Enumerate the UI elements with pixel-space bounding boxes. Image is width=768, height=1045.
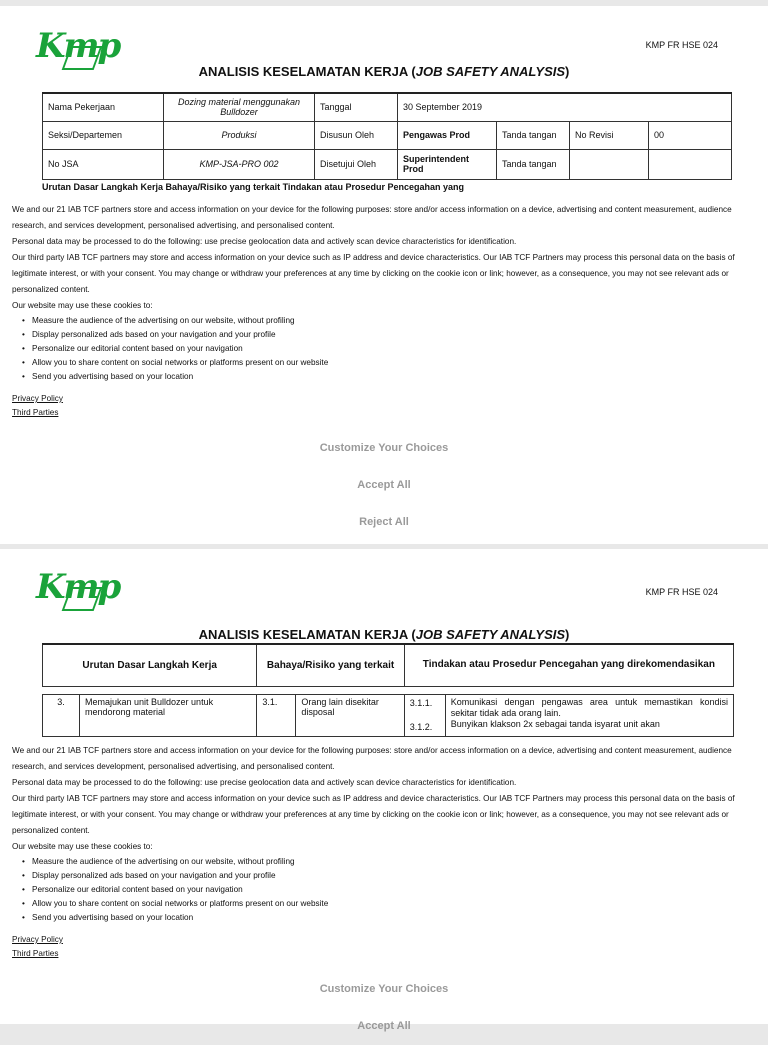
list-item: • Personalize our editorial content based on your navigation xyxy=(22,342,756,356)
column-header: Tindakan atau Prosedur Pencegahan yang direkomendasikan xyxy=(404,644,733,686)
job-info-table: Nama Pekerjaan Dozing material menggunakan Bulldozer Tanggal 30 September 2019 Seksi/Departemen Produksi Disusun Oleh Pengawas Prod Tanda tangan No Revisi 00 No JSA KMP-JSA-PRO 002 Disetujui Oleh Superintendent Prod Tanda tangan xyxy=(42,92,732,180)
customize-choices-button[interactable]: Customize Your Choices xyxy=(319,983,449,995)
reject-all-button[interactable]: Reject All xyxy=(359,516,409,528)
customize-choices-button[interactable]: Customize Your Choices xyxy=(319,442,449,454)
third-parties-link[interactable]: Third Parties xyxy=(12,949,59,958)
column-header: Urutan Dasar Langkah Kerja xyxy=(43,644,257,686)
third-parties-link[interactable]: Third Parties xyxy=(12,408,59,417)
list-item: • Allow you to share content on social networks or platforms present on our website xyxy=(22,356,756,370)
privacy-policy-link[interactable]: Privacy Policy xyxy=(12,935,63,944)
list-item: • Display personalized ads based on your navigation and your profile xyxy=(22,869,756,883)
cookie-purposes-list xyxy=(12,314,756,384)
document-code: KMP FR HSE 024 xyxy=(645,40,718,50)
document-code: KMP FR HSE 024 xyxy=(645,587,718,597)
document-page-1 xyxy=(0,6,768,544)
list-item: • Allow you to share content on social networks or platforms present on our website xyxy=(22,897,756,911)
list-item: • Send you advertising based on your location xyxy=(22,370,756,384)
table-header-peek: Urutan Dasar Langkah Kerja Bahaya/Risiko yang terkait Tindakan atau Prosedur Pencegahan yang xyxy=(42,182,464,192)
list-item: • Display personalized ads based on your navigation and your profile xyxy=(22,328,756,342)
privacy-policy-link[interactable]: Privacy Policy xyxy=(12,394,63,403)
cookie-consent-panel-1: We and our 21 IAB TCF partners store and access information on your device for the following purposes: store and/or access information on a device, advertising and content measurement, audience research, and services development, personalised advertising, and personalised content. Personal data may be processed to do the following: use precise geolocation data and actively scan device characteristics for identification. Our third party IAB TCF partners may store and access information on your device such as IP address and device characteristics. Our IAB TCF Partners may process this personal data on the basis of legitimate interest, or with your consent. You may change or withdraw your preferences at any time by clicking on the cookie icon or link; however, as a consequence, you may not see relevant ads or personalized content. Our website may use these cookies to: • Measure the audience of the advertising on our website, without profiling • Display personalized ads based on your navigation and your profile • Personalize our editorial content based on your navigation • Allow you to share content on social networks or platforms present on our website • Send you advertising based on your location Privacy Policy Third Parties Customize Your Choices Accept All Reject All xyxy=(0,200,768,544)
document-page-2 xyxy=(0,549,768,1032)
cookie-purposes-list xyxy=(12,855,756,925)
list-item: • Measure the audience of the advertising on our website, without profiling xyxy=(22,314,756,328)
company-logo: Kmp xyxy=(36,20,118,72)
job-steps-table xyxy=(42,643,734,737)
column-header: Bahaya/Risiko yang terkait xyxy=(257,644,404,686)
table-row: 3. Memajukan unit Bulldozer untuk mendorong material 3.1. Orang lain disekitar disposal 3.1.1. 3.1.2. Komunikasi dengan pengawas area untuk memastikan kondisi sekitar tidak ada orang lain. Bunyikan klakson 2x sebagai tanda isyarat unit akan xyxy=(43,694,734,736)
list-item: • Measure the audience of the advertising on our website, without profiling xyxy=(22,855,756,869)
list-item: • Personalize our editorial content based on your navigation xyxy=(22,883,756,897)
accept-all-button[interactable]: Accept All xyxy=(357,479,411,491)
company-logo: Kmp xyxy=(36,561,118,613)
accept-all-button[interactable]: Accept All xyxy=(357,1020,411,1032)
document-title: ANALISIS KESELAMATAN KERJA (JOB SAFETY ANALYSIS) xyxy=(198,627,570,642)
document-title: ANALISIS KESELAMATAN KERJA (JOB SAFETY ANALYSIS) xyxy=(198,64,570,79)
cookie-consent-panel-2: We and our 21 IAB TCF partners store and access information on your device for the following purposes: store and/or access information on a device, advertising and content measurement, audience research, and services development, personalised advertising, and personalised content. Personal data may be processed to do the following: use precise geolocation data and actively scan device characteristics for identification. Our third party IAB TCF partners may store and access information on your device such as IP address and device characteristics. Our IAB TCF Partners may process this personal data on the basis of legitimate interest, or with your consent. You may change or withdraw your preferences at any time by clicking on the cookie icon or link; however, as a consequence, you may not see relevant ads or personalized content. Our website may use these cookies to: • Measure the audience of the advertising on our website, without profiling • Display personalized ads based on your navigation and your profile • Personalize our editorial content based on your navigation • Allow you to share content on social networks or platforms present on our website • Send you advertising based on your location Privacy Policy Third Parties Customize Your Choices Accept All xyxy=(0,737,768,1024)
list-item: • Send you advertising based on your location xyxy=(22,911,756,925)
